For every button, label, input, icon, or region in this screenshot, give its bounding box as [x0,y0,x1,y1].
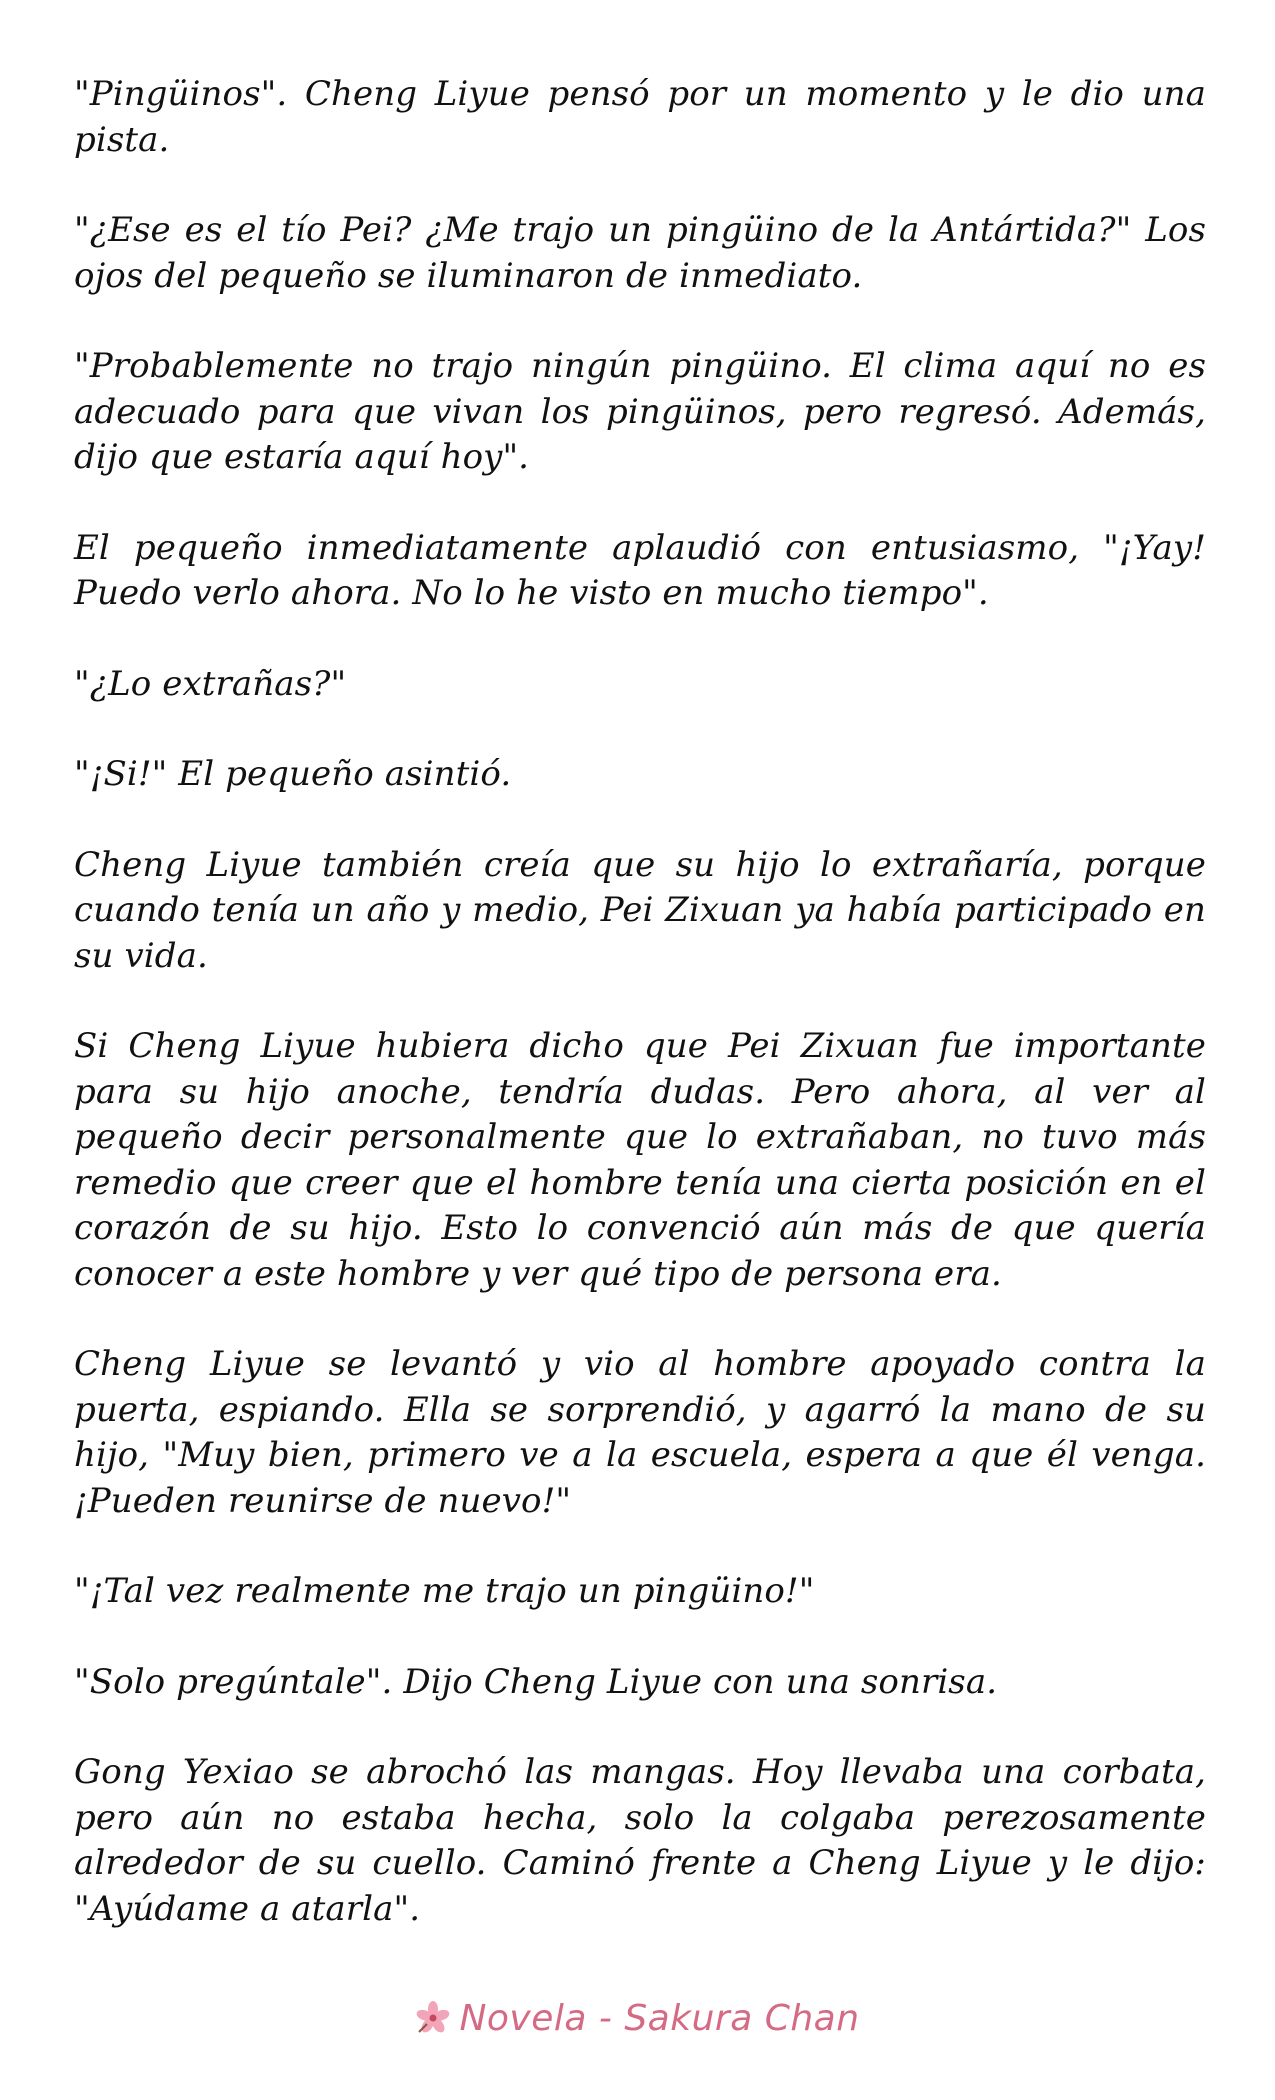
document-body [74,72,1206,1932]
paragraph-6: "¡Si!" El pequeño asintió. [74,754,512,794]
watermark-text: Novela - Sakura Chan [459,1997,860,2039]
paragraph-3: "Probablemente no trajo ningún pingüino. El clima aquí no es adecuado para que vivan los pingüinos, pero regresó. Además, dijo que estaría aquí hoy". [74,346,1206,477]
paragraph-1: "Pingüinos". Cheng Liyue pensó por un momento y le dio una pista. [74,74,1206,160]
watermark-group [415,1998,859,2039]
paragraph-2: "¿Ese es el tío Pei? ¿Me trajo un pingüino de la Antártida?" Los ojos del pequeño se iluminaron de inmediato. [74,210,1206,296]
paragraph-10: "¡Tal vez realmente me trajo un pingüino!" [74,1571,815,1611]
paragraph-9: Cheng Liyue se levantó y vio al hombre apoyado contra la puerta, espiando. Ella se sorprendió, y agarró la mano de su hijo, "Muy bien, primero ve a la escuela, espera a que él venga. ¡Pueden reunirse de nuevo!" [74,1344,1206,1521]
paragraph-7: Cheng Liyue también creía que su hijo lo extrañaría, porque cuando tenía un año y medio, Pei Zixuan ya había participado en su vida. [74,844,1206,976]
paragraph-8: Si Cheng Liyue hubiera dicho que Pei Zixuan fue importante para su hijo anoche, tendría dudas. Pero ahora, al ver al pequeño decir personalmente que lo extrañaban, no tuvo más remedio que creer que el hombre tenía una cierta posición en el corazón de su hijo. Esto lo convenció aún más de que quería conocer a este hombre y ver qué tipo de persona era. [74,1026,1206,1294]
sakura-flower-icon [415,2000,451,2036]
paragraph-12: Gong Yexiao se abrochó las mangas. Hoy llevaba una corbata, pero aún no estaba hecha, solo la colgaba perezosamente alrededor de su cuello. Caminó frente a Cheng Liyue y le dijo: "Ayúdame a atarla". [74,1752,1206,1929]
paragraph-4: El pequeño inmediatamente aplaudió con entusiasmo, "¡Yay! Puedo verlo ahora. No lo he visto en mucho tiempo". [74,527,1206,613]
paragraph-5: "¿Lo extrañas?" [74,663,347,704]
paragraph-11: "Solo pregúntale". Dijo Cheng Liyue con una sonrisa. [74,1661,998,1702]
watermark [0,1988,1275,2048]
